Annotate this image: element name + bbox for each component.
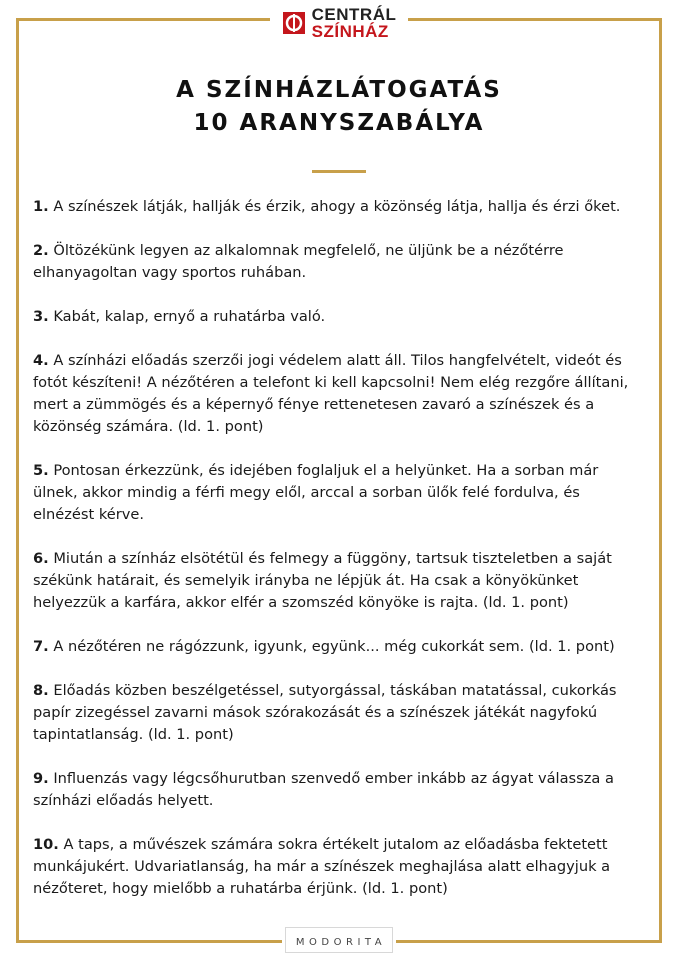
centralszinhaz-logo [270,3,408,43]
rule-item-2 [33,240,645,284]
rule-item-7 [33,636,645,658]
logo-text-line1: CENTRÁL [311,5,397,24]
rule-item-6 [33,548,645,614]
rule-number: 9. [33,770,49,787]
rule-item-10 [33,834,645,900]
footer-badge [282,918,396,960]
title-line-1: A SZÍNHÁZLÁTOGATÁS [176,77,502,103]
rule-text: A nézőtéren ne rágózzunk, igyunk, együnk... még cukorkát sem. (ld. 1. pont) [48,638,615,655]
rule-item-5 [33,460,645,526]
page-title [0,74,678,140]
rule-number: 2. [33,242,49,259]
rule-item-8 [33,680,645,746]
rule-text: A taps, a művészek számára sokra értékelt jutalom az előadásba fektetett munkájukért. Udvariatlanság, ha már a színészek meghajlása alatt elhagyjuk a nézőteret, hogy mielőbb a ruhatárba érjünk. (ld. 1. pont) [33,836,611,897]
logo-text-line2: SZÍNHÁZ [311,22,389,41]
rule-number: 1. [33,198,49,215]
rule-number: 6. [33,550,49,567]
rule-text: Előadás közben beszélgetéssel, sutyorgással, táskában matatással, cukorkás papír zizegéssel zavarni mások szórakozását és a színészek játékát nagyfokú tapintatlanság. (ld. 1. pont) [33,682,617,743]
rule-number: 7. [33,638,49,655]
rule-text: A színházi előadás szerzői jogi védelem alatt áll. Tilos hangfelvételt, videót és fotót készíteni! A nézőtéren a telefont ki kell kapcsolni! Nem elég rezgőre állítani, mert a zümmögés és a képernyő fénye rettenetesen zavaró a színészek és a közönség számára. (ld. 1. pont) [33,352,629,435]
rule-text: Miután a színház elsötétül és felmegy a függöny, tartsuk tiszteletben a saját székünk határait, és semelyik irányba ne lépjük át. Ha csak a könyökünket helyezzük a karfára, akkor elfér a szomszéd könyöke is rajta. (ld. 1. pont) [33,550,612,611]
theatre-logo-mark-icon [282,11,306,35]
rule-text: A színészek látják, hallják és érzik, ahogy a közönség látja, hallja és érzi őket. [48,198,621,215]
rule-number: 10. [33,836,59,853]
rule-number: 4. [33,352,49,369]
rule-text: Öltözékünk legyen az alkalomnak megfelelő, ne üljünk be a nézőtérre elhanyagoltan vagy sportos ruhában. [33,242,564,281]
title-line-2: 10 ARANYSZABÁLYA [193,110,485,136]
rule-number: 8. [33,682,49,699]
rule-text: Influenzás vagy légcsőhurutban szenvedő ember inkább az ágyat válassza a színházi előadás helyett. [33,770,614,809]
rule-item-4 [33,350,645,438]
rule-item-3 [33,306,645,328]
rules-list [33,196,645,922]
rule-number: 5. [33,462,49,479]
rule-item-1 [33,196,645,218]
rule-number: 3. [33,308,49,325]
modorita-label: MODORITA [285,927,393,953]
rule-text: Pontosan érkezzünk, és idejében foglaljuk el a helyünket. Ha a sorban már ülnek, akkor mindig a férfi megy elől, arccal a sorban ülők felé fordulva, és elnézést kérve. [33,462,599,523]
rule-item-9 [33,768,645,812]
rule-text: Kabát, kalap, ernyő a ruhatárba való. [48,308,326,325]
gold-divider [312,170,366,173]
